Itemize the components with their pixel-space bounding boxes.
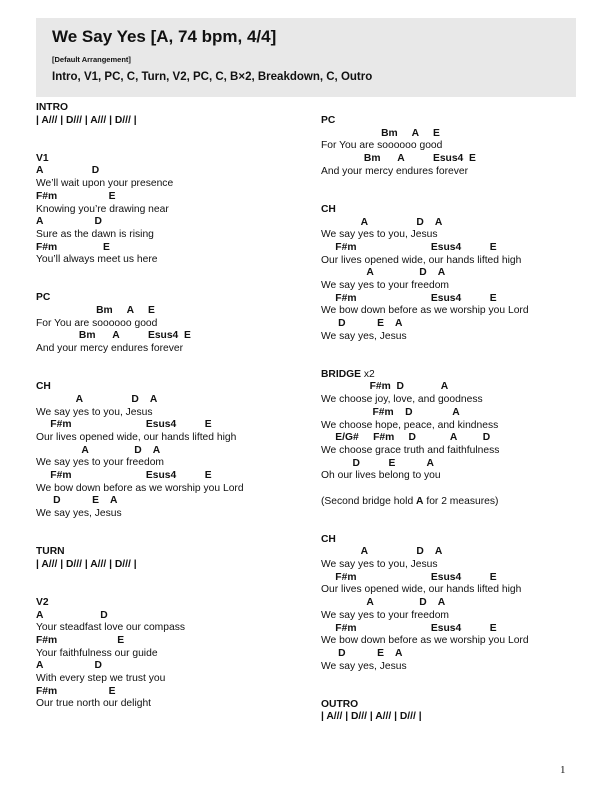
lyric-line: We say yes to you, Jesus [321,559,438,571]
chord-line: A D A [36,393,158,405]
section-label-row [321,369,581,382]
chord-line: E/G# F#m D A D [321,432,491,444]
repeat-count: x2 [361,368,375,380]
song-header [36,18,576,97]
section-label: CH [321,203,336,215]
note-text: for 2 measures) [423,495,499,507]
chord-bar-line: | A/// | D/// | A/// | D/// | [36,114,137,126]
section-label: V2 [36,596,49,608]
chord-line: Bm A E [321,127,440,139]
section-ch [321,534,581,674]
chord-line: A D A [321,546,443,558]
lyric-line: We bow down before as we worship you Lord [36,482,244,494]
chord-line: Bm A E [36,305,155,317]
section-bridge [321,369,581,509]
section-ch [321,204,581,344]
page-number: 1 [560,764,566,776]
song-flow: Intro, V1, PC, C, Turn, V2, PC, C, B×2, Breakdown, C, Outro [52,71,373,83]
chord-line: A D A [321,267,446,279]
chord-bar-line: | A/// | D/// | A/// | D/// | [321,711,422,723]
section-v2 [36,597,296,711]
section-pc [321,115,581,178]
lyric-line: We say yes to your freedom [321,279,450,291]
chord-line: F#m E [36,685,116,697]
lyric-line: Our lives opened wide, our hands lifted high [321,254,522,266]
lyric-line: Our lives opened wide, our hands lifted high [321,584,522,596]
chord-line: A D [36,609,108,621]
chord-line: F#m Esus4 E [36,469,212,481]
lyric-line: You’ll always meet us here [36,254,158,266]
lyric-line: Our lives opened wide, our hands lifted high [36,431,237,443]
note-chord: A [416,495,424,507]
section-pc [36,292,296,355]
bridge-note [321,496,581,509]
lyric-line: We say yes, Jesus [321,330,407,342]
section-label: PC [36,292,51,304]
section-label: CH [321,533,336,545]
lyric-line: For You are soooooo good [36,317,158,329]
lyric-line: We bow down before as we worship you Lord [321,635,529,647]
chord-line: A D [36,660,102,672]
note-text: (Second bridge hold [321,495,417,507]
chord-line: A D A [321,216,443,228]
lyric-line: Sure as the dawn is rising [36,228,154,240]
lyric-line: Your faithfulness our guide [36,647,158,659]
chord-line: F#m Esus4 E [321,571,497,583]
chord-line: A D [36,165,100,177]
lyric-line: Our true north our delight [36,698,152,710]
section-label: PC [321,115,336,126]
lyric-line: We’ll wait upon your presence [36,178,174,190]
chord-line: F#m Esus4 E [36,419,212,431]
chord-line: A D [36,216,102,228]
chord-line: D E A [321,318,403,330]
right-column [321,115,581,724]
chord-line: F#m D A [321,406,460,418]
lyric-line: We say yes to your freedom [321,609,450,621]
chord-bar-line: | A/// | D/// | A/// | D/// | [36,558,137,570]
chord-line: D E A [36,495,118,507]
section-ch [36,381,296,521]
chord-line: F#m E [36,190,116,202]
chord-line: D E A [321,457,434,469]
lyric-line: And your mercy endures forever [321,165,469,177]
chord-line: F#m Esus4 E [321,292,497,304]
section-turn [36,546,296,571]
chord-line: F#m E [36,634,125,646]
chord-line: Bm A Esus4 E [321,153,476,165]
section-label: INTRO [36,102,69,113]
section-label: V1 [36,152,49,164]
lyric-line: We choose grace truth and faithfulness [321,444,500,456]
chord-line: A D A [321,597,446,609]
section-label: TURN [36,546,65,558]
chord-line: F#m Esus4 E [321,241,497,253]
lyric-line: Your steadfast love our compass [36,622,186,634]
chord-line: Bm A Esus4 E [36,330,191,342]
chord-line: A D A [36,444,161,456]
section-intro [36,102,296,127]
lyric-line: Oh our lives belong to you [321,470,441,482]
chord-line: D E A [321,647,403,659]
lyric-line: We bow down before as we worship you Lord [321,305,529,317]
lyric-line: We say yes, Jesus [321,660,407,672]
chord-line: F#m Esus4 E [321,622,497,634]
section-label: CH [36,381,51,393]
lyric-line: For You are soooooo good [321,140,443,152]
lyric-line: We choose joy, love, and goodness [321,394,483,406]
lyric-line: We say yes to you, Jesus [321,229,438,241]
lyric-line: Knowing you’re drawing near [36,203,169,215]
lyric-line: And your mercy endures forever [36,343,184,355]
arrangement-label: [Default Arrangement] [52,55,131,64]
lyric-line: We say yes, Jesus [36,508,122,520]
chord-line: F#m E [36,241,110,253]
lyric-line: We say yes to your freedom [36,457,165,469]
lyric-line: With every step we trust you [36,673,166,685]
lyric-line: We say yes to you, Jesus [36,406,153,418]
section-label: OUTRO [321,698,359,710]
lyric-line: We choose hope, peace, and kindness [321,419,499,431]
chord-line: F#m D A [321,381,449,393]
section-outro [321,699,581,724]
section-label: BRIDGE [321,368,362,380]
left-column [36,102,296,711]
section-v1 [36,153,296,267]
song-title: We Say Yes [A, 74 bpm, 4/4] [52,27,277,46]
